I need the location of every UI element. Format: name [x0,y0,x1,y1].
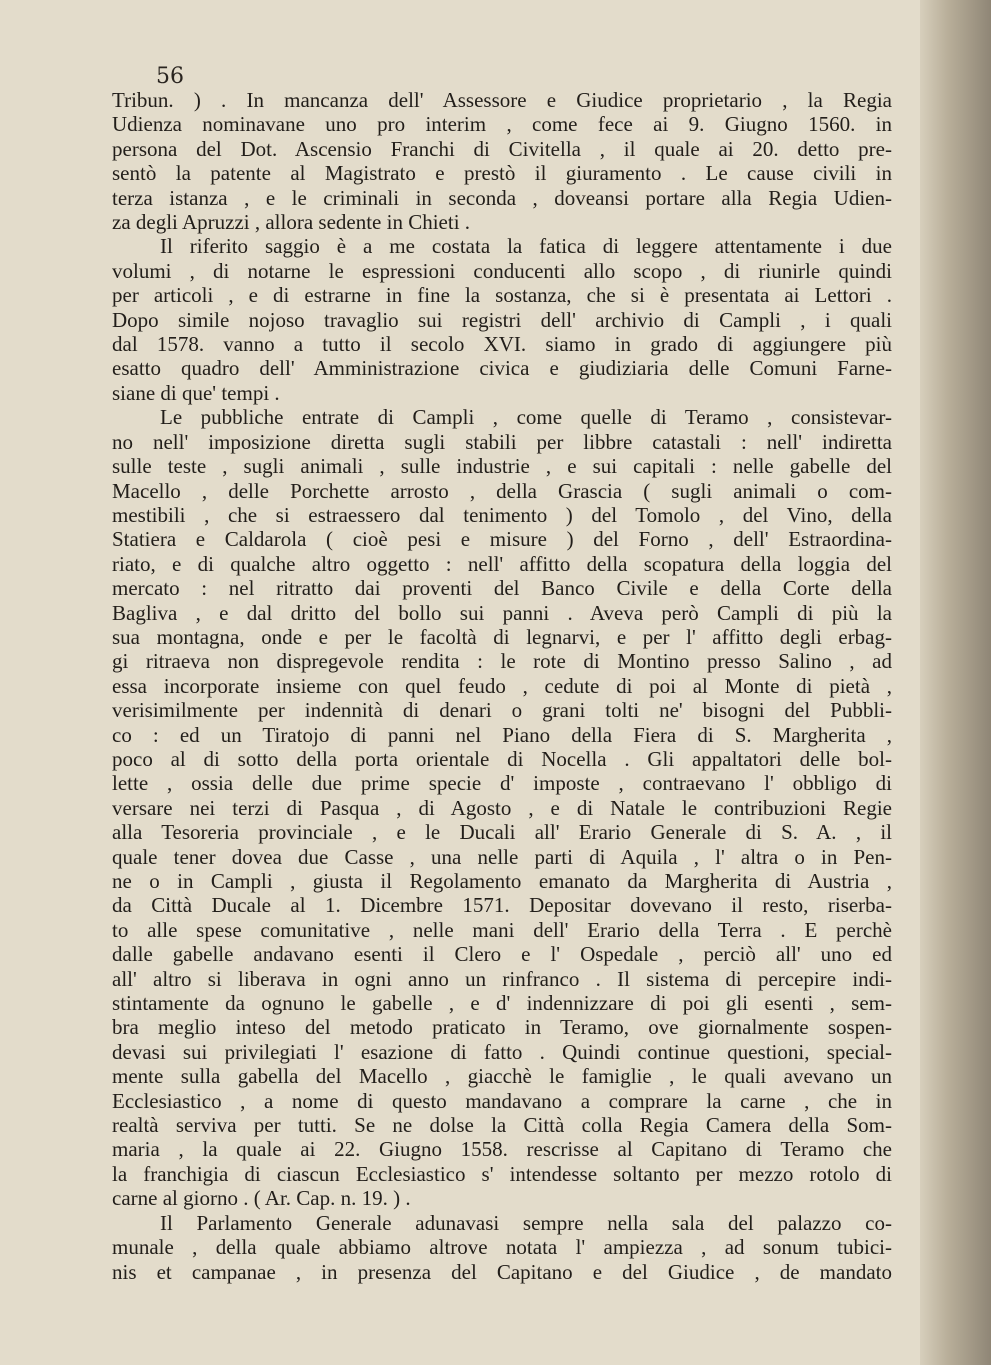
text-line: munale , della quale abbiamo altrove notata l' ampiezza , ad sonum tubici- [112,1235,892,1260]
body-text [112,88,892,1284]
text-line: dalle gabelle andavano esenti il Clero e l' Ospedale , perciò all' uno ed [112,942,892,967]
text-line: lette , ossia delle due prime specie d' imposte , contraevano l' obbligo di [112,771,892,796]
text-line: terza istanza , e le criminali in seconda , doveansi portare alla Regia Udien- [112,185,892,210]
text-line: Il Parlamento Generale adunavasi sempre nella sala del palazzo co- [160,1210,892,1235]
page-edge-shadow [920,0,991,1365]
text-line: Dopo simile nojoso travaglio sui registri dell' archivio di Campli , i quali [112,307,892,332]
text-line: verisimilmente per indennità di denari o grani tolti ne' bisogni del Pubbli- [112,698,892,723]
text-line: versare nei terzi di Pasqua , di Agosto , e di Natale le contribuzioni Regie [112,795,892,820]
text-line: per articoli , e di estrarne in fine la sostanza, che si è presentata ai Lettori . [112,283,892,308]
text-line: Bagliva , e dal dritto del bollo sui panni . Aveva però Campli di più la [112,600,892,625]
text-line: bra meglio inteso del metodo praticato in Teramo, ove giornalmente sospen- [112,1015,892,1040]
text-line: sentò la patente al Magistrato e prestò il giuramento . Le cause civili in [112,161,892,186]
text-line: sulle teste , sugli animali , sulle industrie , e sui capitali : nelle gabelle del [112,454,892,479]
text-line: mercato : nel ritratto dai proventi del Banco Civile e della Corte della [112,576,892,601]
text-line: nis et campanae , in presenza del Capitano e del Giudice , de mandato [112,1259,892,1284]
page-number: 56 [156,64,184,89]
text-line: realtà serviva per tutti. Se ne dolse la Città colla Regia Camera della Som- [112,1113,892,1138]
text-line: dal 1578. vanno a tutto il secolo XVI. siamo in grado di aggiungere più [112,332,892,357]
text-line: sua montagna, onde e per le facoltà di legnarvi, e per l' affitto degli erbag- [112,624,892,649]
text-line: Macello , delle Porchette arrosto , della Grascia ( sugli animali o com- [112,478,892,503]
text-line: all' altro si liberava in ogni anno un rinfranco . Il sistema di percepire indi- [112,966,892,991]
text-line: esatto quadro dell' Amministrazione civica e giudiziaria delle Comuni Farne- [112,356,892,381]
text-line: ne o in Campli , giusta il Regolamento emanato da Margherita di Austria , [112,869,892,893]
text-line: mente sulla gabella del Macello , giacchè le famiglie , le quali avevano un [112,1064,892,1089]
text-line: Ecclesiastico , a nome di questo mandavano a comprare la carne , che in [112,1088,892,1113]
text-line: siane di que' tempi . [112,380,280,405]
text-line: la franchigia di ciascun Ecclesiastico s' intendesse soltanto per mezzo rotolo di [112,1161,892,1186]
text-line: da Città Ducale al 1. Dicembre 1571. Depositar dovevano il resto, riserba- [112,893,892,918]
text-line: volumi , di notarne le espressioni conducenti allo scopo , di riunirle quindi [112,258,892,283]
text-line: to alle spese comunitative , nelle mani dell' Erario della Terra . E perchè [112,917,892,942]
text-line: mestibili , che si estraessero dal tenimento ) del Tomolo , del Vino, della [112,502,892,527]
text-line: Le pubbliche entrate di Campli , come quelle di Teramo , consistevar- [160,405,892,430]
text-line: carne al giorno . ( Ar. Cap. n. 19. ) . [112,1186,411,1211]
text-line: riato, e di qualche altro oggetto : nell' affitto della scopatura della loggia del [112,551,892,576]
text-line: poco al di sotto della porta orientale di Nocella . Gli appaltatori delle bol- [112,746,892,771]
text-line: co : ed un Tiratojo di panni nel Piano della Fiera di S. Margherita , [112,722,892,747]
text-line: quale tener dovea due Casse , una nelle parti di Aquila , l' altra o in Pen- [112,844,892,869]
text-line: Udienza nominavane uno pro interim , come fece ai 9. Giugno 1560. in [112,112,892,137]
text-line: stintamente da ognuno le gabelle , e d' indennizzare di poi gli esenti , sem- [112,991,892,1016]
text-line: Statiera e Caldarola ( cioè pesi e misure ) del Forno , dell' Estraordina- [112,527,892,552]
text-line: Il riferito saggio è a me costata la fatica di leggere attentamente i due [160,234,892,259]
text-line: persona del Dot. Ascensio Franchi di Civitella , il quale ai 20. detto pre- [112,136,892,161]
text-line: alla Tesoreria provinciale , e le Ducali all' Erario Generale di S. A. , il [112,820,892,845]
text-line: za degli Apruzzi , allora sedente in Chieti . [112,210,471,235]
text-line: maria , la quale ai 22. Giugno 1558. rescrisse al Capitano di Teramo che [112,1137,892,1162]
text-line: Tribun. ) . In mancanza dell' Assessore e Giudice proprietario , la Regia [112,88,892,112]
text-line: devasi sui privilegiati l' esazione di fatto . Quindi continue questioni, special- [112,1039,892,1064]
text-line: essa incorporate insieme con quel feudo , cedute di poi al Monte di pietà , [112,673,892,698]
text-line: gi ritraeva non dispregevole rendita : le rote di Montino presso Salino , ad [112,649,892,674]
text-line: no nell' imposizione diretta sugli stabili per libbre catastali : nell' indiretta [112,429,892,454]
